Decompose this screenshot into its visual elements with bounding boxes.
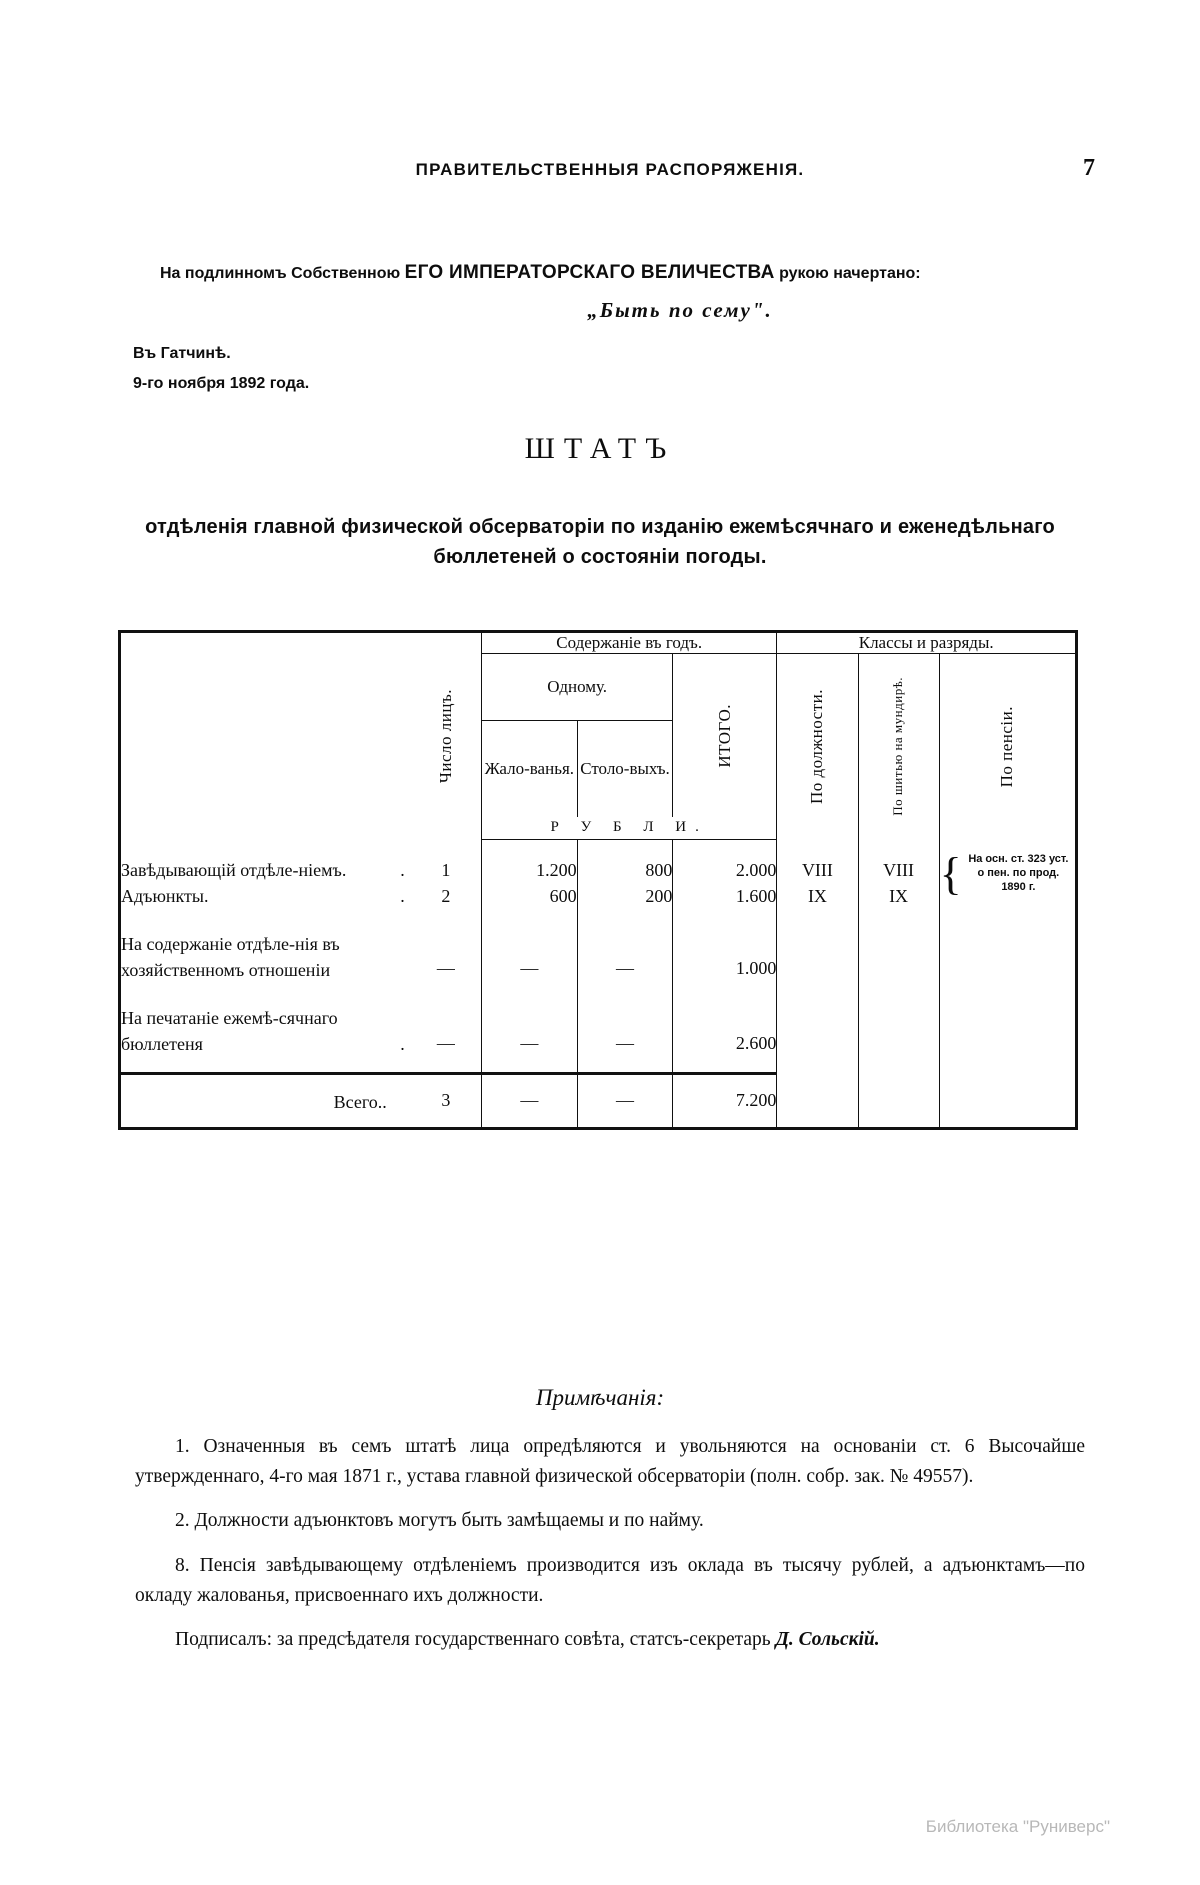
total-total: 7.200 (673, 1073, 777, 1128)
row-by-post: IX (777, 883, 858, 909)
imperial-resolution: „Быть по сему". (587, 298, 773, 322)
header-one-person: Одному. (481, 654, 672, 721)
imperial-note-suffix: рукою начертано: (774, 265, 921, 282)
leader-dots: . (400, 1034, 405, 1055)
running-head: ПРАВИТЕЛЬСТВЕННЫЯ РАСПОРЯЖЕНІЯ. (415, 160, 805, 179)
table-row (120, 909, 1077, 983)
row-salary: 600 (481, 883, 577, 909)
table-row (120, 883, 1077, 909)
header-total-label: ИТОГО. (714, 703, 734, 768)
total-salary: — (481, 1073, 577, 1128)
table-header-row-1 (120, 632, 1077, 654)
signature-name: Д. Сольскій. (775, 1629, 880, 1651)
header-currency: Р У Б Л И. (481, 817, 776, 839)
row-count: — (411, 983, 482, 1073)
staff-table (118, 630, 1078, 1130)
row-label: На содержаніе отдѣле-нія въ хозяйственномъ отношеніи (120, 909, 411, 983)
row-table-money: 800 (577, 839, 673, 883)
row-total: 2.600 (673, 983, 777, 1073)
header-by-post-cell (777, 654, 858, 840)
notes-block (135, 1432, 1085, 1655)
signature-text: Подписалъ: за предсѣдателя государственнаго совѣта, статсъ-секретарь (175, 1629, 776, 1651)
note-item: 8. Пенсія завѣдывающему отдѣленіемъ производится изъ оклада въ тысячу рублей, а адъюнктамъ—по окладу жалованья, присвоеннаго ихъ должности. (135, 1554, 1085, 1606)
signature-paragraph (135, 1625, 1085, 1655)
row-by-uniform (858, 909, 939, 983)
row-label-text: Адъюнкты. (121, 886, 209, 907)
row-total: 2.000 (673, 839, 777, 883)
leader-dots: . (400, 886, 405, 907)
table-row (120, 983, 1077, 1073)
header-salary (481, 721, 577, 818)
imperial-note-prefix: На подлинномъ Собственною (160, 265, 405, 282)
table-row (120, 839, 1077, 883)
row-label (120, 883, 411, 909)
header-table-money-label: Столо-выхъ. (580, 759, 670, 779)
staff-table-wrapper (118, 630, 1078, 1130)
row-total: 1.600 (673, 883, 777, 909)
header-count-label: Число лицъ. (435, 688, 455, 784)
row-by-post: VIII (777, 839, 858, 883)
row-table-money: — (577, 909, 673, 983)
issue-date: 9-го ноября 1892 года. (133, 375, 310, 392)
row-table-money: 200 (577, 883, 673, 909)
header-by-uniform-label: По шитью на мундирѣ. (890, 677, 906, 816)
total-count: 3 (411, 1073, 482, 1128)
leader-dots: . (400, 860, 405, 880)
library-watermark: Библиотека "Руниверс" (925, 1817, 1110, 1836)
row-table-money: — (577, 983, 673, 1073)
header-count-cell (411, 632, 482, 840)
notes-heading: Примѣчанія: (535, 1385, 665, 1410)
row-salary: — (481, 909, 577, 983)
header-maintenance: Содержаніе въ годъ. (481, 632, 776, 654)
note-item: 1. Означенныя въ семъ штатѣ лица опредѣляются и увольняются на основаніи ст. 6 Высочайше утвержденнаго, 4-го мая 1871 г., устава главной физической обсерваторіи (полн. собр. зак. № 49557). (135, 1436, 1085, 1488)
row-by-post (777, 983, 858, 1073)
total-label-text: Всего. (333, 1091, 383, 1112)
brace-icon: { (939, 847, 962, 899)
imperial-title: ЕГО ИМПЕРАТОРСКАГО ВЕЛИЧЕСТВА (404, 262, 775, 283)
row-pension-note-cell (939, 839, 1076, 909)
table-total-row (120, 1073, 1077, 1128)
row-by-post (777, 909, 858, 983)
row-salary: — (481, 983, 577, 1073)
row-label (120, 983, 411, 1073)
header-by-post-label: По должности. (807, 688, 827, 805)
row-count: — (411, 909, 482, 983)
row-pension-blank (939, 909, 1076, 983)
total-label (120, 1073, 411, 1128)
row-by-uniform (858, 983, 939, 1073)
header-total-cell (673, 654, 777, 818)
pension-note: На осн. ст. 323 уст. о пен. по прод. 1890 г. (968, 853, 1069, 893)
header-by-pension-cell (939, 654, 1076, 840)
row-label (120, 839, 411, 883)
row-label-text: На печатаніе ежемѣ-сячнаго бюллетеня (121, 1008, 338, 1055)
row-total: 1.000 (673, 909, 777, 983)
total-by-uniform (858, 1073, 939, 1128)
note-item: 2. Должности адъюнктовъ могутъ быть замѣщаемы и по найму. (175, 1510, 704, 1532)
row-label-text: Завѣдывающій отдѣле-ніемъ. (121, 860, 347, 880)
row-by-uniform: IX (858, 883, 939, 909)
leader-dots: . (382, 1091, 387, 1112)
header-by-uniform-cell (858, 654, 939, 840)
total-by-pension (939, 1073, 1076, 1128)
header-salary-label: Жало-ванья. (484, 759, 575, 779)
imperial-note-line (160, 262, 1080, 284)
document-subtitle: отдѣленія главной физической обсерваторіи по изданію ежемѣсячнаго и еженедѣльнаго бюллетеней о состояніи погоды. (145, 516, 1055, 568)
row-by-uniform: VIII (858, 839, 939, 883)
issue-place: Въ Гатчинѣ. (133, 345, 231, 362)
total-table-money: — (577, 1073, 673, 1128)
header-classes: Классы и разряды. (777, 632, 1077, 654)
header-table-money (577, 721, 673, 818)
row-salary: 1.200 (481, 839, 577, 883)
document-title: ШТАТЪ (524, 432, 676, 465)
row-count: 1 (411, 839, 482, 883)
row-count: 2 (411, 883, 482, 909)
header-blank-cell (120, 632, 411, 840)
row-pension-blank (939, 983, 1076, 1073)
header-by-pension-label: По пенсіи. (997, 705, 1017, 788)
preamble-block (160, 262, 1080, 323)
page-number: 7 (1083, 155, 1095, 181)
total-by-post (777, 1073, 858, 1128)
